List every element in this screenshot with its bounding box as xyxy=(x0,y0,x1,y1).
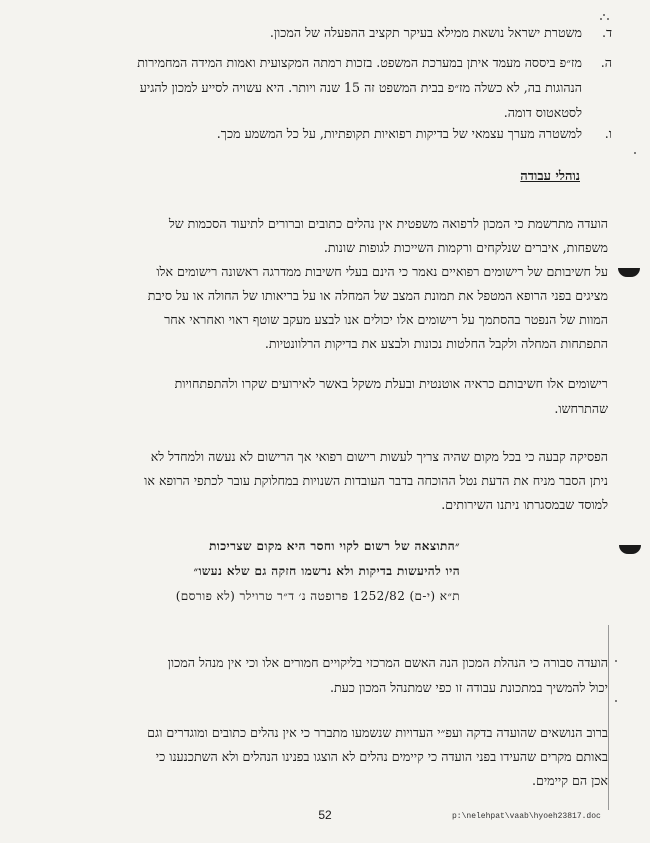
para4-line-1: הפסיקה קבעה כי בכל מקום שהיה צריך לעשות רישום רפואי אך הרישום לא נעשה ולמחדל לא xyxy=(150,449,608,464)
scan-speck xyxy=(607,18,609,20)
para6-line-1: ברוב הנושאים שהועדה בדקה ועפ״י העדויות שנשמעו מתברר כי אין נהלים כתובים ומוגדרים וגם xyxy=(147,725,608,740)
scan-speck xyxy=(615,660,617,662)
item-d-line-1: משטרת ישראל נושאת ממילא בעיקר תקציב ההפעלה של המכון. xyxy=(269,25,582,40)
para1-line-2: משפחות, איברים שנלקחים ורקמות השייכות לגופות שונות. xyxy=(323,240,608,255)
scan-speck xyxy=(600,18,602,20)
item-marker-h: ה. xyxy=(600,55,612,70)
page-number: 52 xyxy=(318,808,332,822)
item-marker-v: ו. xyxy=(604,126,612,141)
binder-hole-mark xyxy=(619,545,641,554)
scan-speck xyxy=(603,14,605,16)
quote-line-2: היו להיעשות בדיקות ולא נרשמו חזקה גם שלא נעשו״ xyxy=(193,564,460,578)
para5-line-2: יכול להמשיך במתכונת עבודה זו כפי שמתנהל המכון כעת. xyxy=(329,680,608,695)
binder-hole-mark xyxy=(618,268,640,277)
para4-line-2: ניתן הסבר מניח את הדעת נטל ההוכחה בדבר העובדות השנויות במחלוקת עובר לכתפי הרופא או xyxy=(144,473,608,488)
para3-line-2: שהתרחשו. xyxy=(554,401,608,416)
item-h-line-2: הנהוגות בה, לא כשלה מז״פ בבית המשפט זה 15 שנה ויותר. היא עשויה לסייע למכון להגיע xyxy=(139,80,582,95)
para2-line-4: התפתחות המחלה ולקבל החלטות נכונות ולבצע את בדיקות הרלוונטיות. xyxy=(264,336,608,351)
scan-speck xyxy=(634,152,636,154)
para3-line-1: רישומים אלו חשיבותם כראיה אוטנטית ובעלת משקל באשר לאירועים שקרו ולהתפתחויות xyxy=(174,376,608,391)
para2-line-2: מציגים בפני הרופא המטפל את תמונת המצב של המחלה או על בריאותו של החולה או על סיבת xyxy=(147,288,608,303)
para5-line-1: הועדה סבורה כי הנהלת המכון הנה האשם המרכזי בליקויים חמורים אלו וכי אין מנהל המכון xyxy=(167,655,608,670)
scan-edge-line xyxy=(608,625,609,810)
para2-line-3: המוות של הנפטר בהסתמך על רישומים אלו יכולים אנו לבצע מעקב שוטף ראוי ואחראי אחר xyxy=(164,312,608,327)
para4-line-3: למוסד שבמסגרתו ניתנו השירותים. xyxy=(441,497,608,512)
para6-line-3: אכן הם קיימים. xyxy=(531,773,608,788)
file-path: p:\nelehpat\vaab\hyoeh23817.doc xyxy=(452,812,601,821)
item-v-line-1: למשטרה מערך עצמאי של בדיקות רפואיות תקופתיות, על כל המשמע מכך. xyxy=(216,126,582,141)
para2-line-1: על חשיבותם של רישומים רפואיים נאמר כי הינם בעלי חשיבות ממדרגה ראשונה רישומים אלו xyxy=(156,264,608,279)
quote-citation: ת״א (י-ם) 1252/82 פרופטה נ׳ ד״ר טרוילר (לא פורסם) xyxy=(175,589,460,603)
item-h-line-1: מז״פ ביססה מעמד איתן במערכת המשפט. בזכות רמתה המקצועית ואמות המידה המחמירות xyxy=(137,55,582,70)
para6-line-2: באותם מקרים שהעידו בפני הועדה כי קיימים נהלים לא הוצגו בפנינו הנהלים ולא השתכנענו כי xyxy=(155,749,608,764)
para1-line-1: הועדה מתרשמת כי המכון לרפואה משפטית אין נהלים כתובים וברורים לתיעוד הסכמות של xyxy=(168,216,608,231)
section-heading: נוהלי עבודה xyxy=(520,169,580,184)
quote-line-1: ״התוצאה של רשום לקוי וחסר היא מקום שצריכות xyxy=(209,539,460,553)
item-h-line-3: לסטאטוס דומה. xyxy=(503,105,582,120)
scan-speck xyxy=(615,700,617,702)
item-marker-d: ד. xyxy=(601,25,612,40)
